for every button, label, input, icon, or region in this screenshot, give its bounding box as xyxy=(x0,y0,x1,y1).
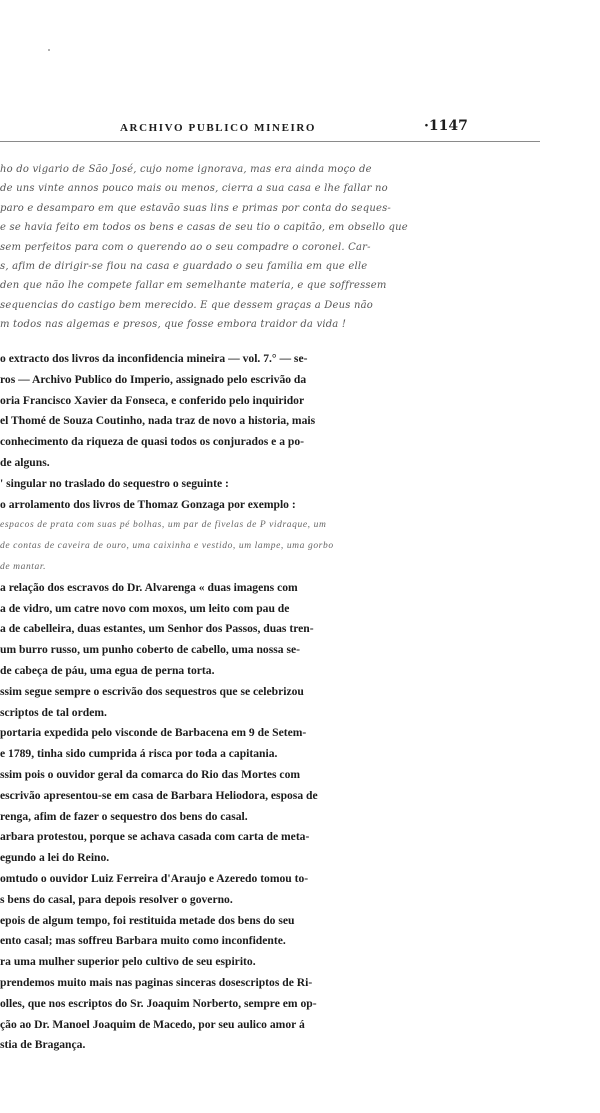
paragraph-line: ção ao Dr. Manoel Joaquim de Macedo, por seu aulico amor á xyxy=(0,1017,305,1031)
paragraph-line: escrivão apresentou-se em casa de Barbara Heliodora, esposa de xyxy=(0,788,318,802)
quote-line: paro e desamparo em que estavão suas lins e primas por conta do seques- xyxy=(0,202,391,214)
paragraph-line: arbara protestou, porque se achava casada com carta de meta- xyxy=(0,830,310,844)
inventory-line: de contas de caveira de ouro, uma caixinha e vestido, um lampe, uma gorbo xyxy=(0,541,334,552)
inventory-line: de mantar. xyxy=(0,561,47,572)
paragraph-line: ' singular no traslado do sequestro o seguinte : xyxy=(0,476,229,490)
paragraph-line: portaria expedida pelo visconde de Barbacena em 9 de Setem- xyxy=(0,726,307,740)
quote-line: e se havia feito em todos os bens e casas de seu tio o capitão, em obsello que xyxy=(0,222,408,234)
paragraph-line: ra uma mulher superior pelo cultivo de seu espirito. xyxy=(0,955,256,969)
paragraph-line: a relação dos escravos do Dr. Alvarenga « duas imagens com xyxy=(0,580,298,594)
paragraph-line: a de cabelleira, duas estantes, um Senhor dos Passos, duas tren- xyxy=(0,622,314,636)
paragraph-line: el Thomé de Souza Coutinho, nada traz de novo a historia, mais xyxy=(0,414,316,428)
quote-line: sequencias do castigo bem merecido. E que dessem graças a Deus não xyxy=(0,299,373,311)
paragraph-line: scriptos de tal ordem. xyxy=(0,705,107,719)
page-header xyxy=(0,118,600,142)
header-rule xyxy=(0,141,540,142)
quote-line: den que não lhe compete fallar em semelhante materia, e que soffressem xyxy=(0,280,387,292)
paragraph-line: ros — Archivo Publico do Imperio, assignado pelo escrivão da xyxy=(0,372,307,386)
paragraph-line: ssim segue sempre o escrivão dos sequestros que se celebrizou xyxy=(0,684,304,698)
paragraph-line: o extracto dos livros da inconfidencia mineira — vol. 7.° — se- xyxy=(0,352,308,365)
paragraph-line: o arrolamento dos livros de Thomaz Gonzaga por exemplo : xyxy=(0,497,296,511)
quote-line: sem perfeitos para com o querendo ao o seu compadre o coronel. Car- xyxy=(0,241,371,253)
quote-line: s, afim de dirigir-se fiou na casa e guardado o seu familia em que elle xyxy=(0,260,368,272)
paragraph-line: s bens do casal, para depois resolver o governo. xyxy=(0,892,233,906)
quote-line: m todos nas algemas e presos, que fosse embora traidor da vida ! xyxy=(0,319,347,331)
paragraph-line: ssim pois o ouvidor geral da comarca do Rio das Mortes com xyxy=(0,767,301,781)
paragraph-line: de cabeça de páu, uma egua de perna torta. xyxy=(0,663,215,677)
paragraph-line: de alguns. xyxy=(0,455,50,469)
quote-line: ho do vigario de São José, cujo nome ignorava, mas era ainda moço de xyxy=(0,164,372,175)
paragraph-line: olles, que nos escriptos do Sr. Joaquim Norberto, sempre em op- xyxy=(0,996,317,1010)
paragraph-line: stia de Bragança. xyxy=(0,1038,86,1052)
quote-line: de uns vinte annos pouco mais ou menos, cierra a sua casa e lhe fallar no xyxy=(0,183,388,195)
paragraph-line: oria Francisco Xavier da Fonseca, e conferido pelo inquiridor xyxy=(0,393,305,407)
quoted-passage xyxy=(0,160,478,335)
paragraph-line: um burro russo, um punho coberto de cabello, uma nossa se- xyxy=(0,643,300,657)
paragraph-line: conhecimento da riqueza de quasi todos os conjurados e a po- xyxy=(0,435,305,449)
paragraph-line: ento casal; mas soffreu Barbara muito como inconfidente. xyxy=(0,934,286,948)
paragraph-line: e 1789, tinha sido cumprida á risca por toda a capitania. xyxy=(0,747,278,761)
paragraph-line: renga, afim de fazer o sequestro dos bens do casal. xyxy=(0,809,248,823)
paragraph-line: omtudo o ouvidor Luiz Ferreira d'Araujo e Azeredo tomou to- xyxy=(0,871,309,885)
running-title: ARCHIVO PUBLICO MINEIRO xyxy=(120,122,317,134)
inventory-line: espacos de prata com suas pé bolhas, um par de fivelas de P vidraque, um xyxy=(0,520,327,531)
paragraph-line: prendemos muito mais nas paginas sinceras dosescriptos de Ri- xyxy=(0,975,313,989)
body-text xyxy=(0,349,478,1056)
paragraph-line: epois de algum tempo, foi restituida metade dos bens do seu xyxy=(0,913,295,927)
paragraph-line: egundo a lei do Reino. xyxy=(0,851,110,865)
paragraph-line: a de vidro, um catre novo com moxos, um leito com pau de xyxy=(0,601,290,615)
page-number: ·1147 xyxy=(424,118,468,134)
speck-mark xyxy=(48,49,50,51)
